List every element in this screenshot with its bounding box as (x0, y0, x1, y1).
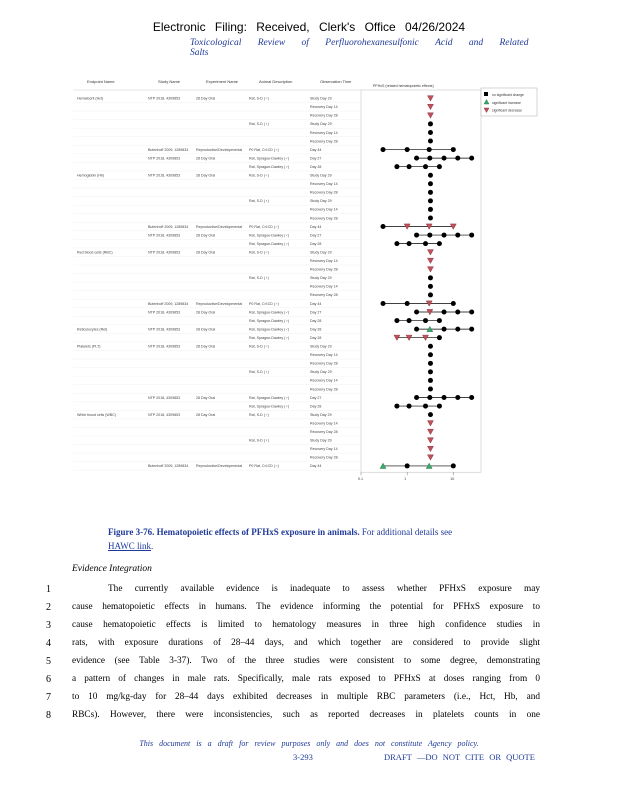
marker-no-change (427, 233, 432, 238)
marker-no-change (427, 395, 432, 400)
filing-stamp: Electronic Filing: Received, Clerk's Office 04/26/2024 (152, 20, 466, 34)
body-line: The currently available evidence is inadequate to assess whether PFHxS exposure may (108, 584, 540, 594)
marker-no-change (428, 130, 433, 135)
marker-no-change (381, 301, 386, 306)
row-experiment: 28 Day Oral (196, 96, 216, 101)
legend-label: significant increase (492, 100, 521, 105)
marker-no-change (423, 241, 428, 246)
marker-no-change (428, 386, 433, 391)
column-header: Experiment Name (206, 79, 239, 84)
draft-status: DRAFT —DO NOT CITE OR QUOTE (384, 752, 535, 762)
marker-no-change (442, 395, 447, 400)
row-animal: Rat, S-D (♀) (249, 438, 269, 443)
figure-caption (108, 525, 468, 553)
row-time: Recovery Day 14 (310, 284, 338, 289)
row-endpoint: White blood cells (WBC) (77, 412, 116, 417)
row-animal: Rat, S-D (♀) (249, 199, 269, 204)
row-experiment: 28 Day Oral (196, 233, 216, 238)
row-study: NTP 2018, 4309853 (148, 233, 181, 238)
row-time: Study Day 29 (310, 370, 332, 375)
row-time: Day 27 (310, 310, 322, 315)
marker-no-change (428, 284, 433, 289)
marker-no-change (407, 404, 412, 409)
row-animal: P0 Rat, Crl:CD (♂) (249, 224, 279, 229)
row-animal: P0 Rat, Crl:CD (♂) (249, 147, 279, 152)
marker-no-change (405, 463, 410, 468)
marker-no-change (381, 224, 386, 229)
marker-no-change (428, 181, 433, 186)
caption-end: . (151, 541, 154, 551)
marker-decrease (427, 96, 433, 101)
marker-no-change (428, 139, 433, 144)
caption-label: Figure 3-76. Hematopoietic effects of PFHxS exposure in animals. (108, 527, 360, 537)
marker-no-change (455, 327, 460, 332)
row-time: Recovery Day 28 (310, 387, 338, 392)
row-study: Butenhoff 2009, 1289834 (148, 224, 189, 229)
row-time: Recovery Day 14 (310, 259, 338, 264)
row-time: Day 27 (310, 233, 322, 238)
marker-no-change (437, 241, 442, 246)
line-number: 3 (46, 620, 51, 631)
marker-decrease (427, 250, 433, 255)
row-animal: P0 Rat, Crl:CD (♂) (249, 464, 279, 469)
row-animal: Rat, S-D (♂) (249, 250, 269, 255)
marker-decrease (427, 455, 433, 460)
row-experiment: Reproductive/Developmental (196, 301, 243, 306)
row-animal: Rat, Sprague-Dawley (♀) (249, 335, 290, 340)
marker-no-change (423, 404, 428, 409)
legend-label: no significant change (492, 93, 524, 97)
marker-no-change (423, 318, 428, 323)
marker-no-change (428, 369, 433, 374)
marker-no-change (423, 164, 428, 169)
marker-no-change (437, 318, 442, 323)
draft-disclaimer: This document is a draft for review purposes only and does not constitute Agency policy. (139, 739, 479, 748)
marker-no-change (469, 233, 474, 238)
row-time: Study Day 29 (310, 173, 332, 178)
body-line: rats, with exposure durations of 28–44 days, and which together are considered to provide slight (72, 638, 540, 648)
row-time: Day 28 (310, 404, 322, 409)
row-study: NTP 2018, 4309853 (148, 156, 181, 161)
row-endpoint: Hematocrit (Hct) (77, 96, 104, 101)
marker-no-change (394, 404, 399, 409)
row-endpoint: Hemoglobin (Hb) (77, 173, 105, 178)
section-heading: Evidence Integration (72, 564, 152, 574)
marker-decrease (427, 267, 433, 272)
row-animal: Rat, S-D (♀) (249, 370, 269, 375)
row-time: Recovery Day 28 (310, 190, 338, 195)
row-time: Study Day 29 (310, 412, 332, 417)
marker-no-change (428, 275, 433, 280)
row-time: Day 28 (310, 164, 322, 169)
row-time: Day 44 (310, 301, 322, 306)
row-study: Butenhoff 2009, 1289834 (148, 301, 189, 306)
row-study: NTP 2018, 4309853 (148, 412, 181, 417)
marker-no-change (381, 147, 386, 152)
marker-no-change (428, 361, 433, 366)
marker-no-change (451, 301, 456, 306)
line-number: 1 (46, 584, 51, 595)
row-animal: Rat, S-D (♂) (249, 412, 269, 417)
marker-decrease (427, 438, 433, 443)
row-animal: Rat, Sprague-Dawley (♀) (249, 241, 290, 246)
marker-no-change (428, 207, 433, 212)
row-time: Day 28 (310, 241, 322, 246)
marker-no-change (442, 233, 447, 238)
row-animal: Rat, Sprague-Dawley (♂) (249, 156, 290, 161)
row-animal: Rat, Sprague-Dawley (♀) (249, 318, 290, 323)
row-study: NTP 2018, 4309853 (148, 344, 181, 349)
marker-no-change (428, 198, 433, 203)
legend-no-change-marker (484, 92, 488, 96)
row-time: Recovery Day 14 (310, 447, 338, 452)
row-time: Study Day 29 (310, 438, 332, 443)
marker-no-change (428, 121, 433, 126)
row-endpoint: Platelets (PLT) (77, 344, 101, 349)
marker-no-change (414, 310, 419, 315)
marker-no-change (428, 412, 433, 417)
row-study: NTP 2018, 4309853 (148, 310, 181, 315)
row-time: Study Day 29 (310, 276, 332, 281)
caption-text: For additional details see (361, 527, 453, 537)
row-time: Recovery Day 28 (310, 430, 338, 435)
row-animal: Rat, S-D (♀) (249, 276, 269, 281)
row-time: Day 28 (310, 327, 322, 332)
marker-no-change (414, 395, 419, 400)
marker-decrease (427, 421, 433, 426)
column-header: Animal Description (259, 79, 293, 84)
document-title: Toxicological Review of Perfluorohexanesulfonic Acid and Related Salts (190, 38, 529, 58)
row-time: Day 28 (310, 318, 322, 323)
marker-no-change (428, 292, 433, 297)
marker-no-change (428, 352, 433, 357)
row-experiment: Reproductive/Developmental (196, 464, 243, 469)
marker-no-change (405, 147, 410, 152)
row-experiment: 28 Day Oral (196, 412, 216, 417)
column-header: Study Name (158, 79, 181, 84)
row-animal: Rat, S-D (♂) (249, 173, 269, 178)
body-line: evidence (see Table 3-37). Two of the three studies were consistent to some degree, demonstrating (72, 656, 540, 666)
marker-no-change (394, 318, 399, 323)
row-time: Day 44 (310, 464, 322, 469)
row-animal: Rat, S-D (♀) (249, 122, 269, 127)
row-animal: P0 Rat, Crl:CD (♂) (249, 301, 279, 306)
line-number: 6 (46, 674, 51, 685)
row-time: Recovery Day 28 (310, 113, 338, 118)
row-time: Recovery Day 14 (310, 182, 338, 187)
row-animal: Rat, S-D (♂) (249, 96, 269, 101)
row-endpoint: Red blood cells (RBC) (77, 250, 113, 255)
row-animal: Rat, Sprague-Dawley (♂) (249, 395, 290, 400)
marker-no-change (407, 164, 412, 169)
marker-no-change (428, 344, 433, 349)
row-time: Recovery Day 28 (310, 455, 338, 460)
forest-plot (73, 72, 539, 504)
marker-no-change (437, 164, 442, 169)
marker-no-change (437, 404, 442, 409)
marker-no-change (414, 233, 419, 238)
marker-no-change (414, 327, 419, 332)
body-line: RBCs). However, there were inconsistencies, such as reported decreases in platelets counts in one (72, 710, 540, 720)
row-animal: Rat, Sprague-Dawley (♀) (249, 164, 290, 169)
row-animal: Rat, Sprague-Dawley (♂) (249, 233, 290, 238)
row-time: Recovery Day 14 (310, 353, 338, 358)
row-time: Day 27 (310, 395, 322, 400)
marker-no-change (405, 301, 410, 306)
row-experiment: 28 Day Oral (196, 173, 216, 178)
marker-no-change (394, 241, 399, 246)
marker-no-change (469, 310, 474, 315)
marker-no-change (469, 395, 474, 400)
row-time: Recovery Day 28 (310, 361, 338, 366)
row-animal: Rat, Sprague-Dawley (♂) (249, 310, 290, 315)
row-experiment: 28 Day Oral (196, 156, 216, 161)
row-experiment: 28 Day Oral (196, 250, 216, 255)
x-tick-label: 1 (404, 477, 407, 482)
row-endpoint: Reticulocytes (Ret) (77, 327, 108, 332)
row-study: NTP 2018, 4309853 (148, 250, 181, 255)
line-number: 7 (46, 692, 51, 703)
row-time: Day 28 (310, 335, 322, 340)
row-animal: Rat, Sprague-Dawley (♀) (249, 404, 290, 409)
row-time: Recovery Day 14 (310, 130, 338, 135)
row-time: Day 44 (310, 224, 322, 229)
plot-title: PFHxS (related hematopoietic effects) (373, 84, 434, 88)
row-study: NTP 2018, 4309853 (148, 327, 181, 332)
row-experiment: Reproductive/Developmental (196, 147, 243, 152)
row-time: Recovery Day 28 (310, 293, 338, 298)
row-time: Recovery Day 28 (310, 216, 338, 221)
marker-no-change (469, 327, 474, 332)
marker-no-change (442, 327, 447, 332)
row-study: NTP 2018, 4309853 (148, 96, 181, 101)
x-tick-label: 0.1 (358, 477, 363, 482)
row-animal: Rat, S-D (♂) (249, 344, 269, 349)
marker-no-change (455, 156, 460, 161)
marker-decrease (427, 446, 433, 451)
row-study: Butenhoff 2009, 1289834 (148, 464, 189, 469)
line-number: 5 (46, 656, 51, 667)
marker-no-change (455, 310, 460, 315)
row-time: Recovery Day 14 (310, 378, 338, 383)
row-animal: Rat, Sprague-Dawley (♂) (249, 327, 290, 332)
marker-no-change (407, 241, 412, 246)
row-time: Study Day 29 (310, 199, 332, 204)
marker-no-change (437, 335, 442, 340)
marker-no-change (455, 233, 460, 238)
body-line: a pattern of changes in male rats. Specifically, male rats exposed to PFHxS at doses ranging from 0 (72, 674, 540, 684)
column-header: Endpoint Name (87, 79, 115, 84)
figure-panel (73, 72, 539, 504)
legend-label: significant decrease (492, 108, 522, 113)
row-time: Study Day 29 (310, 250, 332, 255)
row-experiment: 28 Day Oral (196, 344, 216, 349)
marker-no-change (428, 215, 433, 220)
x-tick-label: 10 (450, 477, 455, 482)
marker-no-change (428, 173, 433, 178)
line-number: 2 (46, 602, 51, 613)
marker-decrease (427, 258, 433, 263)
row-experiment: 28 Day Oral (196, 310, 216, 315)
line-number: 4 (46, 638, 51, 649)
marker-no-change (394, 164, 399, 169)
row-experiment: Reproductive/Developmental (196, 224, 243, 229)
marker-no-change (442, 310, 447, 315)
row-time: Study Day 29 (310, 344, 332, 349)
row-experiment: 28 Day Oral (196, 327, 216, 332)
marker-no-change (442, 156, 447, 161)
marker-no-change (428, 378, 433, 383)
marker-no-change (427, 147, 432, 152)
row-time: Study Day 29 (310, 122, 332, 127)
row-time: Study Day 29 (310, 96, 332, 101)
marker-no-change (428, 190, 433, 195)
row-time: Recovery Day 14 (310, 207, 338, 212)
plot-frame (361, 90, 481, 472)
row-time: Recovery Day 28 (310, 267, 338, 272)
row-time: Recovery Day 28 (310, 139, 338, 144)
marker-no-change (455, 395, 460, 400)
page-number: 3-293 (293, 752, 313, 762)
row-time: Recovery Day 14 (310, 105, 338, 110)
row-study: NTP 2018, 4309853 (148, 395, 181, 400)
row-time: Day 44 (310, 147, 322, 152)
marker-no-change (414, 156, 419, 161)
marker-decrease (427, 104, 433, 109)
row-experiment: 28 Day Oral (196, 395, 216, 400)
marker-decrease (427, 429, 433, 434)
marker-no-change (451, 147, 456, 152)
marker-no-change (407, 318, 412, 323)
marker-no-change (469, 156, 474, 161)
marker-decrease (427, 113, 433, 118)
row-time: Recovery Day 14 (310, 421, 338, 426)
line-number: 8 (46, 710, 51, 721)
body-line: cause hematopoietic effects is limited to hematology measures in three high confidence studies in (72, 620, 540, 630)
row-study: NTP 2018, 4309853 (148, 173, 181, 178)
hawc-link[interactable]: HAWC link (108, 541, 152, 551)
body-line: cause hematopoietic effects in humans. The evidence informing the potential for PFHxS exposure to (72, 602, 540, 612)
column-header: Observation Time (320, 79, 352, 84)
marker-no-change (451, 463, 456, 468)
marker-no-change (427, 156, 432, 161)
row-study: Butenhoff 2009, 1289834 (148, 147, 189, 152)
row-time: Day 27 (310, 156, 322, 161)
body-line: to 10 mg/kg-day for 28–44 days exhibited decreases in multiple RBC parameters (i.e., Hct, Hb, and (72, 692, 540, 702)
